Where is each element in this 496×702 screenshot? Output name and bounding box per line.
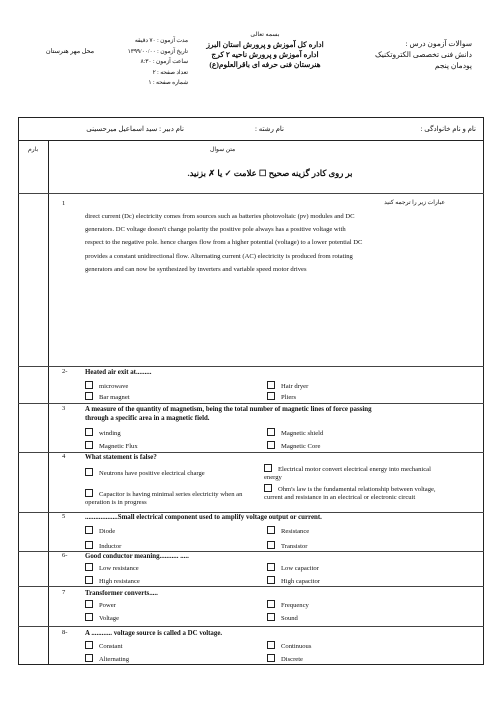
divider bbox=[18, 586, 484, 587]
option[interactable]: Sound bbox=[267, 613, 298, 624]
option[interactable]: Power bbox=[85, 600, 116, 611]
checkbox[interactable] bbox=[267, 428, 275, 436]
checkbox[interactable] bbox=[85, 428, 93, 436]
option[interactable]: Diode bbox=[85, 526, 115, 537]
translate-instruction: عبارات زیر را ترجمه کنید bbox=[384, 200, 445, 206]
checkbox[interactable] bbox=[267, 600, 275, 608]
question-column-header: متن سوال bbox=[210, 147, 236, 153]
exam-time: ساعت آزمون : ۸:۳۰ bbox=[140, 59, 188, 65]
question-number: 6- bbox=[62, 552, 68, 559]
district-office: اداره آموزش و پرورش ناحیه ۲ کرج bbox=[211, 50, 319, 59]
checkbox[interactable] bbox=[85, 541, 93, 549]
option[interactable]: Bar magnet bbox=[85, 392, 130, 403]
option[interactable]: Constant bbox=[85, 641, 122, 652]
province-office: اداره کل آموزش و پرورش استان البرز bbox=[206, 40, 324, 49]
checkbox[interactable] bbox=[85, 600, 93, 608]
divider bbox=[18, 403, 484, 404]
passage-line: generators. DC voltage doesn't change polarity the positive pole always has a positive voltage with bbox=[85, 226, 346, 234]
translation-passage bbox=[85, 210, 445, 276]
course-name: دانش فنی تخصصی الکتروتکنیک bbox=[375, 50, 472, 59]
field-label: نام رشته : bbox=[255, 125, 284, 133]
checkbox[interactable] bbox=[267, 392, 275, 400]
option[interactable]: Pliers bbox=[267, 392, 296, 403]
passage-line: respect to the negative pole. hence charges flow from a higher potential (voltage) to a lower potential DC bbox=[85, 239, 363, 247]
score-column-header: بارم bbox=[28, 147, 39, 153]
checkbox[interactable] bbox=[267, 654, 275, 662]
checkbox[interactable] bbox=[267, 526, 275, 534]
option[interactable]: Inductor bbox=[85, 541, 121, 552]
divider bbox=[18, 193, 484, 194]
option[interactable]: Neutrons have positive electrical charge bbox=[85, 468, 260, 479]
checkbox[interactable] bbox=[264, 484, 272, 492]
option[interactable]: Continuous bbox=[267, 641, 311, 652]
divider bbox=[18, 366, 484, 367]
checkbox[interactable] bbox=[267, 381, 275, 389]
question-text: ...................Small electrical component used to amplify voltage output or current. bbox=[85, 514, 322, 521]
question-number: 3 bbox=[62, 405, 66, 412]
checkbox[interactable] bbox=[267, 563, 275, 571]
question-text: through a specific area in a magnetic field. bbox=[85, 415, 210, 422]
option[interactable]: High resistance bbox=[85, 576, 140, 587]
course-title: سوالات آزمون درس : bbox=[405, 39, 472, 48]
option[interactable]: Voltage bbox=[85, 613, 119, 624]
question-number: 7 bbox=[62, 589, 66, 596]
instruction: بر روی کادر گزینه صحیح ☐ علامت ✓ یا ✗ بزنید. bbox=[187, 168, 353, 178]
question-text: A measure of the quantity of magnetism, being the total number of magnetic lines of force passing bbox=[85, 406, 372, 413]
option[interactable]: Resistance bbox=[267, 526, 309, 537]
bismillah: بسمه تعالی bbox=[250, 31, 280, 38]
question-text: Heated air exit at......... bbox=[85, 369, 152, 376]
option[interactable]: Capacitor is having minimal series electricity when an operation is in progress bbox=[85, 491, 243, 506]
checkbox[interactable] bbox=[264, 464, 272, 472]
checkbox[interactable] bbox=[85, 381, 93, 389]
option[interactable]: Discrete bbox=[267, 654, 303, 665]
examiner-label: نام دبیر : سید اسماعیل میرحسینی bbox=[86, 125, 184, 133]
checkbox[interactable] bbox=[85, 641, 93, 649]
question-text: Transformer converts..... bbox=[85, 590, 158, 597]
checkbox[interactable] bbox=[267, 541, 275, 549]
page-number: شماره صفحه : ۱ bbox=[148, 80, 188, 86]
option[interactable]: Low resistance bbox=[85, 563, 139, 574]
checkbox[interactable] bbox=[85, 441, 93, 449]
course-info bbox=[322, 38, 472, 71]
option[interactable]: Alternating bbox=[85, 654, 129, 665]
checkbox[interactable] bbox=[267, 441, 275, 449]
question-number: 2- bbox=[62, 368, 68, 375]
option[interactable]: Low capacitor bbox=[267, 563, 319, 574]
question-number: 4 bbox=[62, 453, 66, 460]
option[interactable]: Transistor bbox=[267, 541, 308, 552]
passage-line: provides a constant unidirectional flow. Alternating current (AC) electricity is produced from rotating bbox=[85, 252, 353, 260]
question-text: Good conductor meaning........... ..... bbox=[85, 553, 189, 560]
option[interactable]: Magnetic Core bbox=[267, 441, 320, 452]
question-number: 5 bbox=[62, 513, 66, 520]
checkbox[interactable] bbox=[85, 526, 93, 534]
student-info-bar bbox=[18, 117, 484, 141]
question-number: 1 bbox=[62, 200, 66, 207]
question-text: A ............ voltage source is called a DC voltage. bbox=[85, 630, 223, 637]
option[interactable]: High capacitor bbox=[267, 576, 320, 587]
divider bbox=[18, 626, 484, 627]
checkbox[interactable] bbox=[85, 613, 93, 621]
checkbox[interactable] bbox=[85, 654, 93, 662]
school-info bbox=[190, 30, 340, 70]
passage-line: generators and can now be synthesized by inverters and variable speed motor drives bbox=[85, 265, 307, 273]
school-name: هنرستان فنی حرفه ای باقرالعلوم(ع) bbox=[209, 60, 321, 69]
question-number: 8- bbox=[62, 629, 68, 636]
checkbox[interactable] bbox=[85, 563, 93, 571]
checkbox[interactable] bbox=[85, 468, 93, 476]
course-module: پودمان پنجم bbox=[434, 61, 472, 70]
passage-line: direct current (Dc) electricity comes from sources such as batteries photovoltaic (pv) modules and DC bbox=[85, 213, 355, 220]
page-count: تعداد صفحه : ۲ bbox=[152, 69, 188, 76]
checkbox[interactable] bbox=[85, 576, 93, 584]
option[interactable]: Frequency bbox=[267, 600, 309, 611]
checkbox[interactable] bbox=[85, 489, 93, 497]
option[interactable]: winding bbox=[85, 428, 121, 439]
option[interactable]: Magnetic shield bbox=[267, 428, 323, 439]
checkbox[interactable] bbox=[267, 613, 275, 621]
checkbox[interactable] bbox=[267, 641, 275, 649]
option[interactable]: Electrical motor convert electrical energy into mechanical energy bbox=[264, 466, 431, 481]
option[interactable]: Magnetic Flux bbox=[85, 441, 138, 452]
option[interactable]: microwave bbox=[85, 381, 128, 392]
student-name-label: نام و نام خانوادگی : bbox=[420, 125, 476, 133]
option[interactable]: Ohm's law is the fundamental relationship between voltage, current and resistance in an electrical or electronic circuit bbox=[264, 486, 436, 501]
checkbox[interactable] bbox=[85, 392, 93, 400]
option[interactable]: Hair dryer bbox=[267, 381, 308, 392]
exam-details bbox=[118, 36, 188, 89]
question-text: What statement is false? bbox=[85, 454, 157, 461]
exam-duration: مدت آزمون : ۷۰ دقیقه bbox=[134, 38, 188, 44]
checkbox[interactable] bbox=[267, 576, 275, 584]
school-stamp-area: محل مهر هنرستان bbox=[45, 48, 95, 55]
exam-date: تاریخ آزمون : ۱۳۹۹/۰۰/۰۰ bbox=[127, 48, 188, 55]
